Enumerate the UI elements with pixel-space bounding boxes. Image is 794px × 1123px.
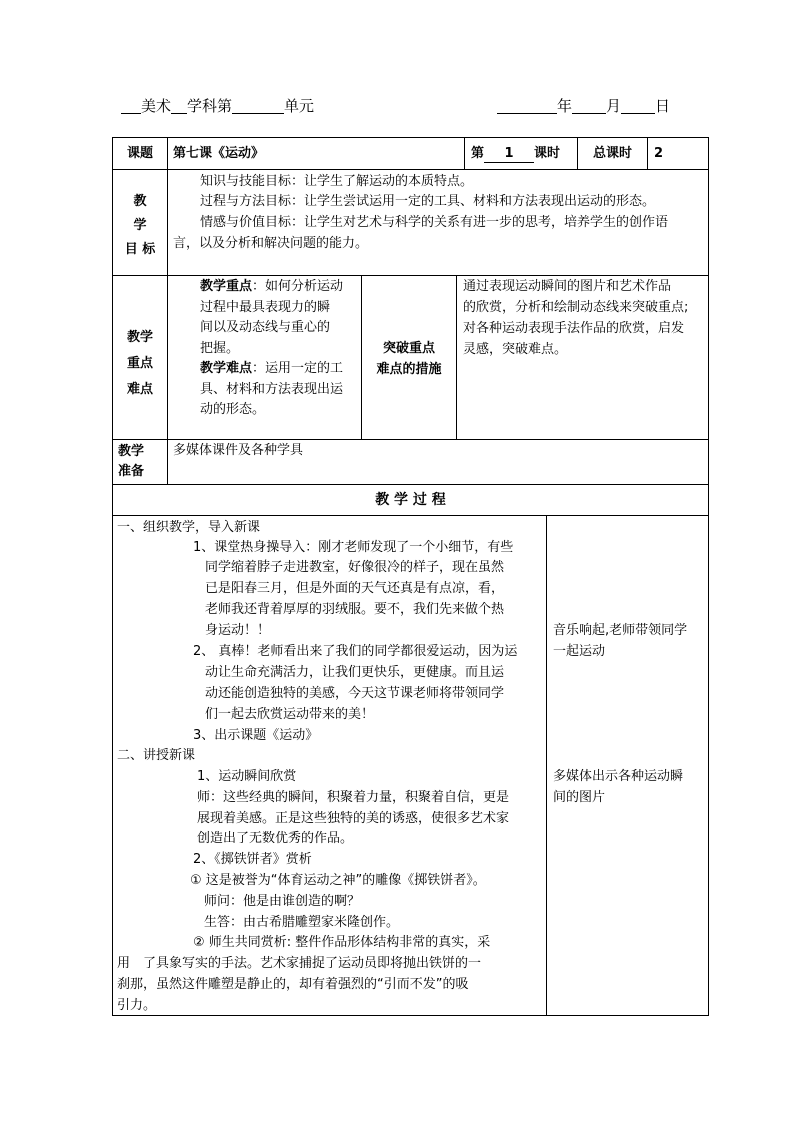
goals-label-line3: 目 标	[124, 242, 156, 257]
focus-line2: 过程中最具表现力的瞬	[200, 299, 331, 315]
process-line: 同学缩着脖子走进教室，好像很冷的样子，现在虽然	[205, 560, 505, 575]
year-label: 年	[557, 97, 573, 115]
side-note: 音乐响起,老师带领同学	[553, 623, 688, 638]
period-suffix: 课时	[534, 146, 561, 161]
side-note: 多媒体出示各种运动瞬	[553, 769, 684, 784]
focus-line3: 间以及动态线与重心的	[200, 320, 331, 335]
lesson-label: 课题	[126, 146, 153, 161]
focus-line4: 把握。	[200, 340, 240, 356]
process-line: 创造出了无数优秀的作品。	[197, 831, 354, 846]
process-line: 2、《掷铁饼者》赏析	[193, 852, 312, 867]
process-line: 师问：他是由谁创造的啊？	[204, 894, 361, 909]
goal-emotion: 情感与价值目标：让学生对艺术与科学的关系有进一步的思考，培养学生的创作语	[200, 215, 669, 230]
month-label: 月	[606, 97, 622, 115]
process-line: 用 了具象写实的手法。艺术家捕捉了运动员即将抛出铁饼的一	[117, 956, 482, 971]
process-line: 2、 真棒！老师看出来了我们的同学都很爱运动，因为运	[193, 644, 518, 659]
measures-line3: 对各种运动表现手法作品的欣赏，启发	[463, 321, 685, 336]
keypoints-content	[200, 277, 343, 421]
prep-label-line2: 准备	[118, 464, 145, 479]
header-date-line	[497, 96, 670, 116]
process-line: 身运动！！	[205, 623, 271, 638]
process-line: 一、组织教学，导入新课	[117, 520, 261, 535]
goal-emotion-cont: 言，以及分析和解决问题的能力。	[173, 236, 369, 251]
goal-process: 过程与方法目标：让学生尝试运用一定的工具、材料和方法表现出运动的形态。	[200, 194, 656, 209]
header-subject-line	[121, 96, 314, 116]
period-prefix: 第	[471, 146, 485, 161]
process-line: 们一起去欣赏运动带来的美！	[205, 707, 375, 722]
keypoints-label-line2: 重点	[126, 356, 153, 371]
goals-label-line2: 学	[133, 218, 147, 233]
process-line: 引力。	[117, 998, 157, 1013]
difficulty-title: 教学难点	[200, 361, 253, 376]
process-line: 生答：由古希腊雕塑家米隆创作。	[204, 915, 400, 930]
process-line: ① 这是被誉为“体育运动之神”的雕像《掷铁饼者》。	[190, 873, 486, 888]
subject-suffix: 学科第	[187, 97, 233, 115]
process-line: ② 师生共同赏析: 整件作品形体结构非常的真实，采	[193, 935, 491, 950]
measures-line1: 通过表现运动瞬间的图片和艺术作品	[463, 279, 672, 294]
process-line: 3、出示课题《运动》	[193, 728, 319, 743]
difficulty-line3: 动的形态。	[200, 402, 266, 417]
measures-label-line1: 突破重点	[382, 341, 435, 356]
keypoints-label	[113, 325, 167, 403]
measures-label-line2: 难点的措施	[376, 362, 442, 377]
process-line: 动让生命充满活力，让我们更快乐，更健康。而且运	[205, 665, 505, 680]
side-note: 间的图片	[553, 790, 606, 805]
goals-label	[113, 190, 167, 262]
focus-line1: ：如何分析运动	[252, 279, 344, 294]
goal-knowledge: 知识与技能目标：让学生了解运动的本质特点。	[200, 174, 474, 189]
process-line: 师：这些经典的瞬间，积聚着力量，积聚着自信，更是	[197, 790, 510, 805]
measures-label	[362, 338, 456, 380]
process-line: 刹那，虽然这件雕塑是静止的，却有着强烈的“引而不发”的吸	[117, 977, 469, 992]
measures-line4: 灵感，突破难点。	[463, 342, 568, 357]
process-line: 二、讲授新课	[117, 748, 196, 763]
process-line: 已是阳春三月，但是外面的天气还真是有点凉，看，	[205, 581, 505, 596]
process-line: 1、运动瞬间欣赏	[197, 769, 297, 784]
total-periods-value: 2	[654, 146, 664, 161]
prep-label	[118, 442, 144, 482]
process-line: 动还能创造独特的美感，今天这节课老师将带领同学	[205, 686, 505, 701]
measures-content	[463, 276, 688, 360]
difficulty-line1: ：运用一定的工	[252, 361, 344, 376]
prep-content: 多媒体课件及各种学具	[173, 443, 304, 458]
goals-label-line1: 教	[133, 194, 147, 209]
difficulty-line2: 具、材料和方法表现出运	[200, 381, 344, 397]
day-label: 日	[655, 97, 671, 115]
period-number: 1	[484, 145, 534, 163]
total-periods-label: 总课时	[592, 146, 632, 161]
process-line: 展现着美感。正是这些独特的美的诱惑，使很多艺术家	[197, 811, 510, 826]
measures-line2: 的欣赏，分析和绘制动态线来突破重点;	[463, 300, 689, 315]
process-line: 老师我还背着厚厚的羽绒服。要不，我们先来做个热	[205, 602, 505, 617]
process-title: 教 学 过 程	[375, 492, 446, 508]
side-note: 一起运动	[553, 644, 606, 659]
unit-suffix: 单元	[284, 97, 315, 115]
prep-label-line1: 教学	[118, 444, 145, 459]
keypoints-label-line1: 教学	[126, 330, 153, 345]
focus-title: 教学重点	[200, 279, 253, 294]
keypoints-label-line3: 难点	[126, 382, 153, 397]
process-line: 1、课堂热身操导入：刚才老师发现了一个小细节，有些	[193, 540, 514, 555]
lesson-title: 第七课《运动》	[173, 146, 265, 161]
period-field	[471, 144, 560, 164]
subject-name: 美术	[141, 97, 172, 115]
